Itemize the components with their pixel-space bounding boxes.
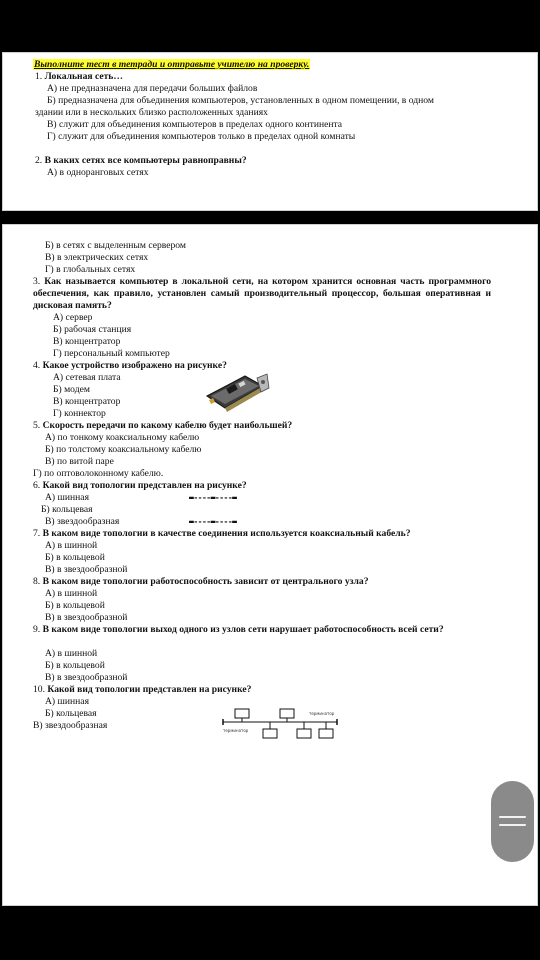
q4-option-a: А) сетевая плата xyxy=(53,372,121,383)
q2-option-c: В) в электрических сетях xyxy=(45,252,149,263)
q10-option-a: А) шинная xyxy=(45,696,89,707)
question-7-title: 7. В каком виде топологии в качестве соединения используется коаксиальный кабель? xyxy=(33,528,411,539)
q5-option-b: Б) по толстому коаксиальному кабелю xyxy=(45,444,202,455)
q6-topology-figure-2: ▬----▬----▬ xyxy=(189,517,237,526)
q3-option-a: А) сервер xyxy=(53,312,93,323)
q8-option-a: А) в шинной xyxy=(45,588,98,599)
document-page-2 xyxy=(2,224,538,906)
terminator-label-right: терминатор xyxy=(309,711,335,716)
q8-option-c: В) в звездообразной xyxy=(45,612,128,623)
question-5-title: 5. Скорость передачи по какому кабелю будет наибольшей? xyxy=(33,420,293,431)
q5-option-c: В) по витой паре xyxy=(45,456,114,467)
q1-option-a: А) не предназначена для передачи больших файлов xyxy=(47,83,258,94)
q8-option-b: Б) в кольцевой xyxy=(45,600,105,611)
q4-option-b: Б) модем xyxy=(53,384,90,395)
q10-option-b: Б) кольцевая xyxy=(45,708,97,719)
q2-option-b: Б) в сетях с выделенным сервером xyxy=(45,240,186,251)
question-8-title: 8. В каком виде топологии работоспособность зависит от центрального узла? xyxy=(33,576,369,587)
q9-option-c: В) в звездообразной xyxy=(45,672,128,683)
q10-option-c: В) звездообразная xyxy=(33,720,108,731)
q5-option-d: Г) по оптоволоконному кабелю. xyxy=(33,468,164,479)
scroll-handle-grip-top xyxy=(499,816,526,818)
q7-option-a: А) в шинной xyxy=(45,540,98,551)
question-9-title: 9. В каком виде топологии выход одного из узлов сети нарушает работоспособность всей сети? xyxy=(33,624,444,635)
question-1-title: 1. Локальная сеть… xyxy=(35,71,123,82)
q2-option-a: А) в одноранговых сетях xyxy=(47,167,149,178)
question-6-title: 6. Какой вид топологии представлен на рисунке? xyxy=(33,480,247,491)
question-10-title: 10. Какой вид топологии представлен на рисунке? xyxy=(33,684,252,695)
network-card-image xyxy=(201,370,271,416)
q4-option-c: В) концентратор xyxy=(53,396,121,407)
q3-option-d: Г) персональный компьютер xyxy=(53,348,170,359)
q6-topology-figure-1: ▬----▬----▬ xyxy=(189,493,237,502)
q7-option-b: Б) в кольцевой xyxy=(45,552,105,563)
q9-option-a: А) в шинной xyxy=(45,648,98,659)
q6-option-a: А) шинная xyxy=(45,492,89,503)
q3-option-c: В) концентратор xyxy=(53,336,121,347)
terminator-label-left: терминатор xyxy=(223,728,249,733)
q2-option-d: Г) в глобальных сетях xyxy=(45,264,136,275)
q1-option-c: В) служит для объединения компьютеров в пределах одного континента xyxy=(47,119,343,130)
scroll-handle[interactable] xyxy=(491,781,534,862)
q9-option-b: Б) в кольцевой xyxy=(45,660,105,671)
document-page-1 xyxy=(2,52,538,211)
question-3-title: 3. Как называется компьютер в локальной сети, на котором хранится основная часть программного обеспечения, как правило, установлен самый производительный процессор, большая оперативная и дисковая память? xyxy=(33,276,491,311)
instruction-highlight: Выполните тест в тетради и отправьте учителю на проверку. xyxy=(34,59,310,70)
q1-option-b: Б) предназначена для объединения компьютеров, установленных в одном помещении, в одном xyxy=(47,95,434,106)
q1-option-d: Г) служит для объединения компьютеров только в пределах одной комнаты xyxy=(47,131,356,142)
q3-option-b: Б) рабочая станция xyxy=(53,324,132,335)
q6-option-c: В) звездообразная xyxy=(45,516,120,527)
question-4-title: 4. Какое устройство изображено на рисунке? xyxy=(33,360,227,371)
q1-option-b-cont: здании или в нескольких близко расположенных зданиях xyxy=(35,107,268,118)
question-2-title: 2. В каких сетях все компьютеры равноправны? xyxy=(35,155,247,166)
scroll-handle-grip-bottom xyxy=(499,824,526,826)
q5-option-a: А) по тонкому коаксиальному кабелю xyxy=(45,432,200,443)
instruction-line xyxy=(33,59,310,71)
q4-option-d: Г) коннектор xyxy=(53,408,106,419)
q6-option-b: Б) кольцевая xyxy=(41,504,93,515)
q7-option-c: В) в звездообразной xyxy=(45,564,128,575)
